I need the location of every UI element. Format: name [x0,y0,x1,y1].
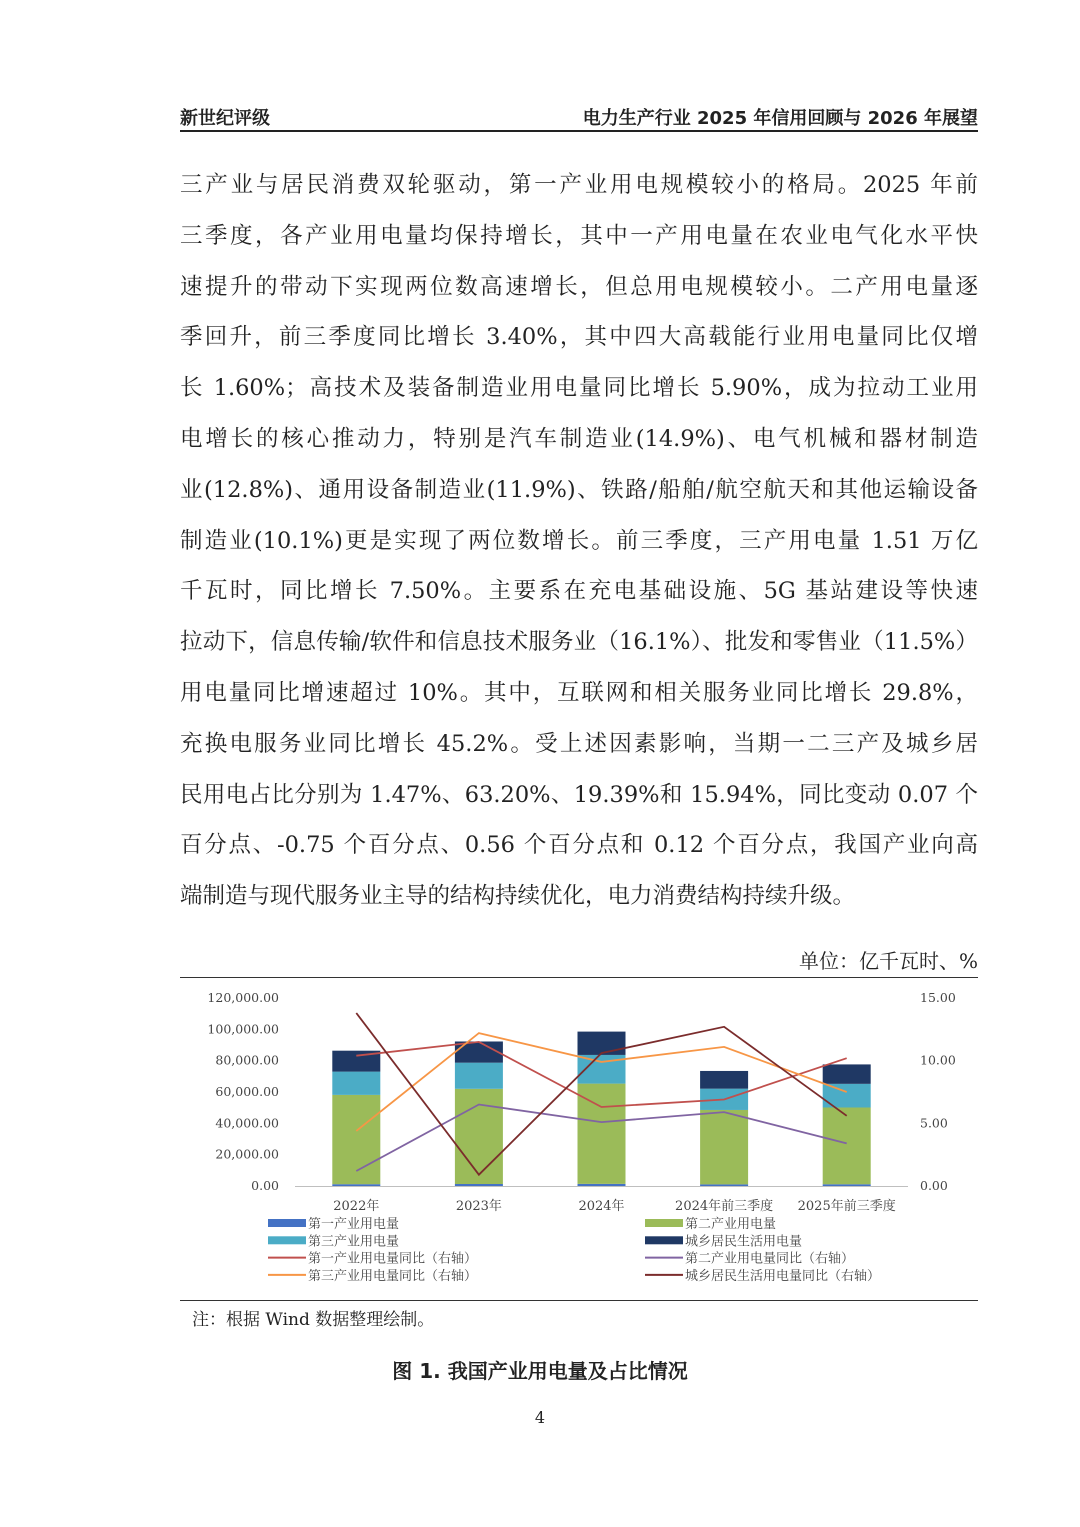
y-right-tick-label: 15.00 [920,990,956,1005]
chart-note: 注：根据 Wind 数据整理绘制。 [192,1310,435,1330]
y-left-tick-label: 40,000.00 [215,1115,279,1131]
body-line: 长 1.60%；高技术及装备制造业用电量同比增长 5.90%，成为拉动工业用 [180,375,978,402]
y-left-tick-label: 20,000.00 [215,1146,279,1162]
y-left-tick-label: 60,000.00 [215,1084,279,1099]
bar-segment [578,1032,626,1055]
body-line: 民用电占比分别为 1.47%、63.20%、19.39%和 15.94%，同比变动 0.07 个 [180,781,978,808]
legend-label: 第一产业用电量同比（右轴） [308,1251,478,1267]
y-left-tick-label: 0.00 [251,1178,279,1193]
y-left-tick-label: 80,000.00 [215,1052,279,1068]
chart-unit-label: 单位：亿千瓦时、% [798,949,978,973]
y-right-tick-label: 10.00 [920,1052,956,1068]
body-line: 电增长的核心推动力，特别是汽车制造业(14.9%)、电气机械和器材制造 [180,425,978,452]
body-line: 端制造与现代服务业主导的结构持续优化，电力消费结构持续升级。 [180,883,856,910]
body-line: 百分点、-0.75 个百分点、0.56 个百分点和 0.12 个百分点，我国产业向高 [180,832,978,859]
chart-frame [180,977,978,1301]
header-report-title: 电力生产行业 2025 年信用回顾与 2026 年展望 [582,108,978,129]
figure-caption: 图 1. 我国产业用电量及占比情况 [392,1359,688,1383]
header-publisher: 新世纪评级 [180,108,270,129]
legend-swatch [645,1236,683,1244]
body-line: 速提升的带动下实现两位数高速增长，但总用电规模较小。二产用电量逐 [180,273,978,300]
page-number: 4 [534,1408,546,1427]
legend-label: 第三产业用电量 [308,1234,400,1250]
bar-segment [455,1089,503,1184]
bar-segment [332,1072,380,1095]
y-left-tick-label: 100,000.00 [207,1021,279,1037]
body-line: 三季度，各产业用电量均保持增长，其中一产用电量在农业电气化水平快 [180,222,978,249]
page-header [180,100,978,132]
x-category-label: 2023年 [455,1199,502,1214]
bar-segment [455,1184,503,1186]
legend-swatch [268,1219,306,1227]
y-right-tick-label: 0.00 [920,1178,948,1193]
x-category-label: 2022年 [333,1199,380,1214]
body-line: 充换电服务业同比增长 45.2%。受上述因素影响，当期一二三产及城乡居 [180,730,978,757]
legend-label: 城乡居民生活用电量 [685,1234,803,1250]
bar-segment [332,1184,380,1186]
body-line: 季回升，前三季度同比增长 3.40%，其中四大高载能行业用电量同比仅增 [180,324,978,351]
body-line: 拉动下，信息传输/软件和信息技术服务业（16.1%）、批发和零售业（11.5%） [180,629,978,656]
legend-swatch [268,1236,306,1244]
bar-segment [823,1064,871,1083]
body-line: 业(12.8%)、通用设备制造业(11.9%)、铁路/船舶/航空航天和其他运输设备 [180,476,978,503]
body-line: 三产业与居民消费双轮驱动，第一产业用电规模较小的格局。2025 年前 [180,172,978,198]
bar-segment [578,1184,626,1186]
x-category-label: 2024年 [578,1199,625,1214]
body-line: 制造业(10.1%)更是实现了两位数增长。前三季度，三产用电量 1.51 万亿 [180,527,978,554]
legend-label: 第二产业用电量同比（右轴） [685,1251,855,1267]
legend-label: 第三产业用电量同比（右轴） [308,1268,478,1284]
bar-segment [700,1184,748,1186]
x-category-label: 2024年前三季度 [675,1199,774,1214]
bar-segment [700,1110,748,1184]
bar-segment [823,1107,871,1184]
bar-segment [455,1063,503,1089]
legend-label: 城乡居民生活用电量同比（右轴） [685,1268,881,1284]
y-right-tick-label: 5.00 [920,1115,948,1131]
legend-label: 第二产业用电量 [685,1217,777,1232]
chart [180,978,978,1300]
body-line: 用电量同比增速超过 10%。其中，互联网和相关服务业同比增长 29.8%， [180,679,978,706]
bar-segment [700,1071,748,1089]
bar-segment [823,1184,871,1186]
legend-label: 第一产业用电量 [308,1217,400,1232]
body-paragraph [180,160,978,922]
body-line: 千瓦时，同比增长 7.50%。主要系在充电基础设施、5G 基站建设等快速 [180,578,978,605]
y-left-tick-label: 120,000.00 [207,990,279,1005]
legend-swatch [645,1219,683,1227]
x-category-label: 2025年前三季度 [797,1199,896,1214]
